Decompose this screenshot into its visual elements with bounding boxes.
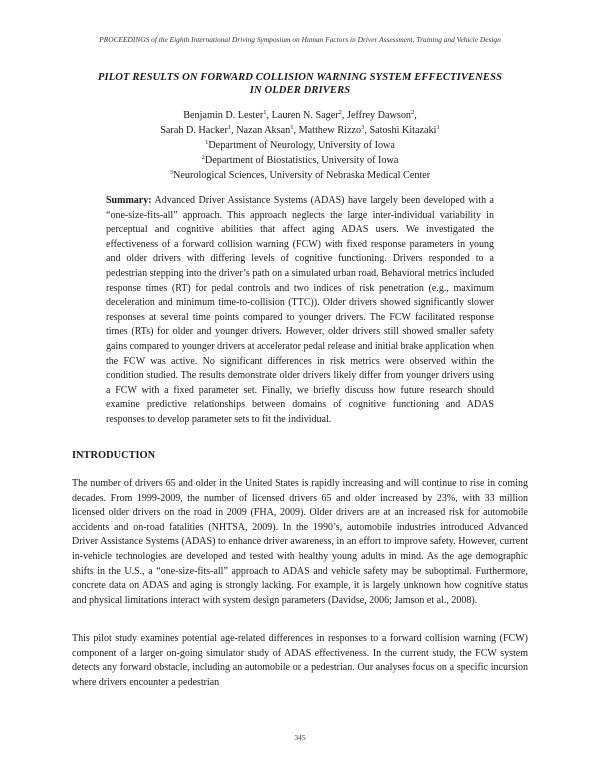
affiliation-mark: 2 [201,154,205,161]
affiliation-mark: 1 [205,139,209,146]
author-affiliation-mark: 2 [411,109,415,116]
affiliation-text: Department of Neurology, University of Iowa [208,140,395,151]
author-affiliation-mark: 2 [338,109,342,116]
abstract [106,194,494,428]
author-separator: , [231,125,237,136]
section-heading-introduction: INTRODUCTION [72,450,156,461]
author-line-2 [60,123,540,138]
author-name: Matthew Rizzo [298,125,362,136]
abstract-label: Summary: [106,195,152,206]
author-separator: , [341,110,347,121]
affiliation [60,153,540,168]
body-paragraph: This pilot study examines potential age-related differences in responses to a forward collision warning (FCW) component of a larger on-going simulator study of ADAS effectiveness. In the current study, the FCW system detects any forward obstacle, including an automobile or a pedestrian. Our analyses focus on a specific incursion where drivers encounter a pedestrian [72,633,528,688]
author-separator: , [414,110,417,121]
author-affiliation-mark: 3 [361,124,365,131]
affiliation [60,138,540,153]
author-affiliation-mark: 1 [263,109,267,116]
author-name: Benjamin D. Lester [183,110,264,121]
author-separator: , [293,125,299,136]
author-line-1 [60,108,540,123]
author-name: Jeffrey Dawson [346,110,412,121]
title-line-1: PILOT RESULTS ON FORWARD COLLISION WARNING SYSTEM EFFECTIVENESS [97,72,503,83]
author-affiliation-mark: 1 [227,124,232,131]
page-number: 345 [294,733,306,742]
author-affiliation-mark: 1 [436,124,440,131]
title-line-2: IN OLDER DRIVERS [249,85,351,96]
body-paragraph: The number of drivers 65 and older in the United States is rapidly increasing and will continue to rise in coming decades. From 1999-2009, the number of licensed drivers 65 and older increased by 23%, with 33 million licensed older drivers on the road in 2009 (FHA, 2009). Older drivers are at an increased risk for automobile accidents and on-road fatalities (NHTSA, 2009). In the 1990’s, automobile industries introduced Advanced Driver Assistance Systems (ADAS) to enhance driver awareness, in an effort to improve safety. However, current in-vehicle technologies are developed and tested with healthy young adults in mind. As the age demographic shifts in the U.S., a “one-size-fits-all” approach to ADAS and vehicle safety may be suboptimal. Furthermore, concrete data on ADAS and aging is strongly lacking. For example, it is largely unknown how cognitive status and physical limitations interact with system design parameters (Davidse, 2006; Jamson et al., 2008). [72,478,528,606]
author-block [60,108,540,183]
author-name: Satoshi Kitazaki [369,125,437,136]
affiliation-text: Neurological Sciences, University of Nebraska Medical Center [173,170,431,181]
author-name: Nazan Aksan [236,125,291,136]
affiliation-text: Department of Biostatistics, University of Iowa [204,155,399,166]
abstract-text: Advanced Driver Assistance Systems (ADAS) have largely been developed with a “one-size-fits-all” approach. This approach neglects the large inter-individual variability in perceptual and cognitive abilities that affect aging ADAS users. We investigated the effectiveness of a forward collision warning (FCW) with fixed response parameters in young and older drivers with differing levels of cognitive functioning. Drivers responded to a pedestrian stepping into the driver’s path on a simulated urban road. Behavioral metrics included response times (RT) for pedal controls and two indices of risk penetration (e.g., maximum deceleration and minimum time-to-collision (TTC)). Older drivers showed significantly slower responses at several time points compared to younger drivers. The FCW facilitated response times (RTs) for older and younger drivers. However, older drivers still showed smaller safety gains compared to younger drivers at accelerator pedal release and initial brake application when the FCW was active. No significant differences in risk metrics were observed within the condition studied. The results demonstrate older drivers likely differ from younger drivers using a FCW with a fixed parameter set. Finally, we briefly discuss how future research should examine predictive relationships between domains of cognitive functioning and ADAS responses to develop parameter sets to fit the individual. [106,195,494,425]
author-separator: , [364,125,370,136]
running-head: PROCEEDINGS of the Eighth International Driving Symposium on Human Factors in Driver Assessment, Training and Vehicle Design [99,35,501,44]
author-name: Sarah D. Hacker [160,125,228,136]
author-affiliation-mark: 1 [290,124,294,131]
author-separator: , [266,110,272,121]
affiliation [60,168,540,183]
affiliation-mark: 3 [169,169,174,176]
author-name: Lauren N. Sager [271,110,339,121]
paper-title [60,71,540,97]
